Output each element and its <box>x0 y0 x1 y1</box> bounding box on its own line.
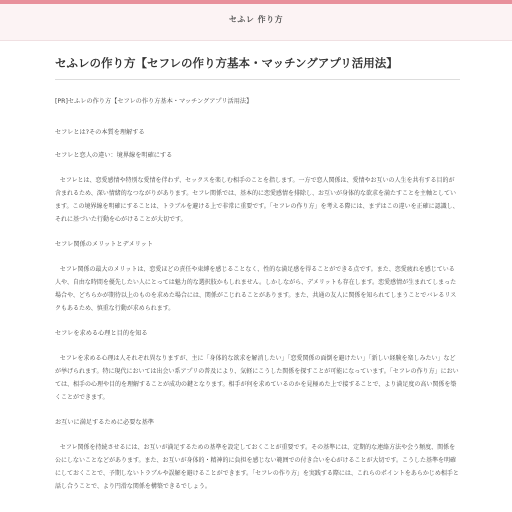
section-heading-2: セフレと恋人の違い：境界線を明確にする <box>55 152 173 159</box>
section-heading-4: セフレを求める心理と目的を知る <box>55 330 148 337</box>
section-paragraph-4: セフレを求める心理は人それぞれ異なりますが、主に「身体的な欲求を解消したい」「恋愛関係の面倒を避けたい」「新しい経験を楽しみたい」などが挙げられます。特に現代においては出会い系アプリの普及により、気軽にこうした関係を探すことが可能になっています。「セフレの作り方」においては、相手の心理や目的を理解することが成功の鍵となります。相手が何を求めているのかを見極めた上で接することで、より満足度の高い関係を築くことができます。 <box>55 355 459 401</box>
page-title: セふレの作り方【セフレの作り方基本・マッチングアプリ活用法】 <box>55 55 460 80</box>
article <box>55 55 460 493</box>
site-title-link[interactable]: セふレ 作り方 <box>228 15 284 24</box>
section-heading-1: セフレとは?その本質を理解する <box>55 129 145 136</box>
section-paragraph-3: セフレ関係の最大のメリットは、恋愛ほどの責任や束縛を感じることなく、性的な満足感を得ることができる点です。また、恋愛疲れを感じている人や、自由な時間を優先したい人にとっては魅力的な選択肢かもしれません。しかしながら、デメリットも存在します。恋愛感情が生まれてしまった場合や、どちらかが期待以上のものを求めた場合には、関係がこじれることがあります。また、共通の友人に関係を知られてしまうことでバレるリスクもあるため、慎重な行動が求められます。 <box>55 266 457 312</box>
section-heading-5: お互いに満足するために必要な基準 <box>55 419 154 426</box>
section-paragraph-5: セフレ関係を持続させるには、お互いが満足するための基準を設定しておくことが重要です。その基準には、定期的な連絡方法や会う頻度、関係を公にしないことなどがあります。また、お互いが身体的・精神的に負担を感じない範囲での付き合いを心がけることが大切です。こうした基準を明確にしておくことで、予期しないトラブルや誤解を避けることができます。「セフレの作り方」を実践する際には、これらのポイントをあらかじめ相手と話し合うことで、より円滑な関係を構築できるでしょう。 <box>55 444 459 490</box>
section-heading-3: セフレ関係のメリットとデメリット <box>55 241 154 248</box>
section-paragraph-2: セフレとは、恋愛感情や特別な愛情を伴わず、セックスを楽しむ相手のことを指します。一方で恋人関係は、愛情やお互いの人生を共有する目的が含まれるため、深い情緒的なつながりがあります。セフレ関係では、基本的に恋愛感情を排除し、お互いが身体的な欲求を満たすことを主軸としています。この境界線を明確にすることは、トラブルを避ける上で非常に重要です。「セフレの作り方」を考える際には、まずはこの違いを正確に認識し、それに基づいた行動を心がけることが大切です。 <box>55 177 459 223</box>
pr-line: [PR]セふレの作り方【セフレの作り方基本・マッチングアプリ活用法】 <box>55 98 253 105</box>
site-header <box>0 4 512 41</box>
